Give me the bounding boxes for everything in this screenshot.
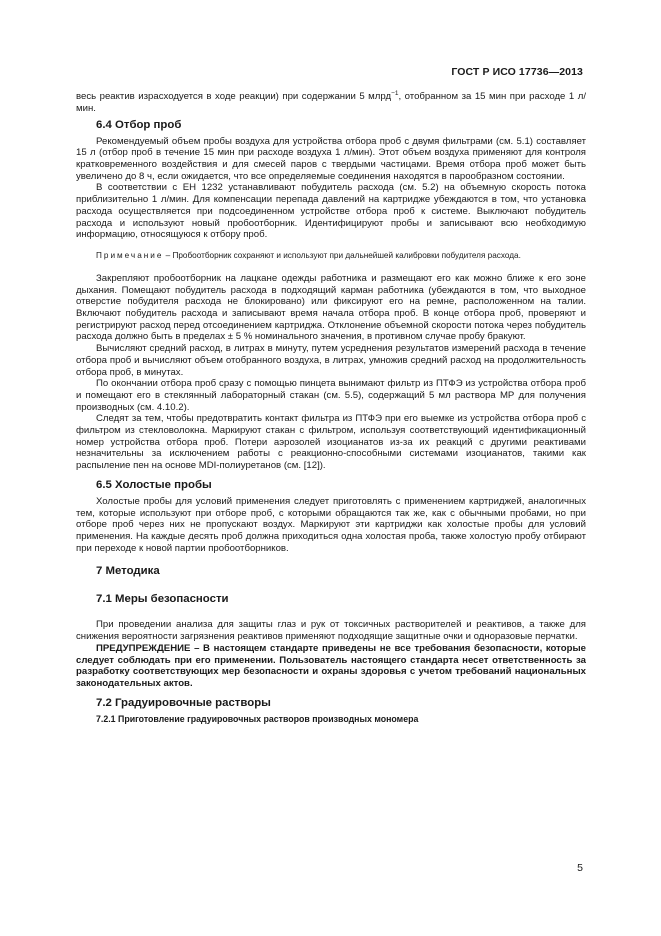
- page-content: [76, 88, 586, 725]
- s71-warning: ПРЕДУПРЕЖДЕНИЕ – В настоящем стандарте приведены не все требования безопасности, которые следует соблюдать при его применении. Пользователь настоящего стандарта несет ответственность за разработку соответствующих мер безопасности и охраны здоровья с учетом требований национальных законодательных актов.: [76, 642, 586, 689]
- s65-paragraph-1: Холостые пробы для условий применения следует приготовлять с применением картриджей, аналогичных тем, которые используют при отборе проб, с которыми обращаются так же, как с обычными пробами, но при отборе проб через них не пропускают воздух. Маркируют эти картриджи как холостые пробы для условий применения. На каждые десять проб должна приходиться одна холостая проба, также холостую пробу отбирают при переходе к новой партии пробоотборников.: [76, 495, 586, 554]
- section-7-2-title: 7.2 Градуировочные растворы: [96, 696, 271, 709]
- s64-paragraph-5: По окончании отбора проб сразу с помощью пинцета вынимают фильтр из ПТФЭ из устройства отбора проб и помещают его в стеклянный лабораторный стакан (см. 5.5), содержащий 5 мл раствора МР для получения производных (см. 4.10.2).: [76, 378, 586, 413]
- section-7-title: 7 Методика: [96, 565, 160, 578]
- section-6-5-title: 6.5 Холостые пробы: [96, 478, 212, 491]
- page-number: 5: [577, 862, 583, 874]
- s64-paragraph-4: Вычисляют средний расход, в литрах в минуту, путем усреднения результатов измерений расхода в течение отбора проб и вычисляют объем отобранного воздуха, в литрах, умножив средний расход на продолжительность отбора проб, в минутах.: [76, 343, 586, 378]
- s64-note: [76, 250, 586, 261]
- intro-text-b: , отобранном за 15 мин при расходе 1 л/мин.: [76, 91, 586, 114]
- intro-text-a: весь реактив израсходуется в ходе реакции) при содержании 5 млрд: [76, 91, 392, 103]
- section-7-2-1-title: 7.2.1 Приготовление градуировочных растворов производных мономера: [96, 713, 419, 724]
- section-6-4-title: 6.4 Отбор проб: [96, 118, 182, 131]
- s64-paragraph-1: Рекомендуемый объем пробы воздуха для устройства отбора проб с двумя фильтрами (см. 5.1) составляет 15 л (отбор проб в течение 15 мин при расходе воздуха 1 л/мин). Этот объем воздуха применяют для контроля кратковременного воздействия и для смесей паров с твердыми частицами. Время отбора проб может быть увеличено до 8 ч, если ожидается, что все определяемые соединения находятся в парообразном состоянии.: [76, 135, 586, 182]
- s64-paragraph-6: Следят за тем, чтобы предотвратить контакт фильтра из ПТФЭ при его выемке из устройства отбора проб с фильтром из стекловолокна. Маркируют стакан с фильтром, используя соответствующий идентификационный номер устройства отбора проб. Потери аэрозолей изоцианатов из-за их реакций с другими реактивами незначительны за исключением работы с реакционно-способными системами изоцианатов, такими как распыление пен на основе MDI-полиуретанов (см. [12]).: [76, 413, 586, 472]
- note-label: Примечание: [96, 250, 164, 260]
- note-text: – Пробоотборник сохраняют и используют при дальнейшей калибровки побудителя расхода.: [163, 250, 521, 260]
- page-header-standard: ГОСТ Р ИСО 17736—2013: [451, 66, 583, 78]
- s64-paragraph-2: В соответствии с ЕН 1232 устанавливают побудитель расхода (см. 5.2) на объемную скорость потока приблизительно 1 л/мин. Для компенсации перепада давлений на картридже убеждаются в том, что установка расхода осуществляется при подсоединенном устройстве отбора проб к системе. Выключают побудитель расхода и используют новый пробоотборник. Идентифицируют пробы и записывают всю необходимую информацию, относящуюся к отбору проб.: [76, 182, 586, 241]
- intro-superscript: −1: [391, 90, 399, 97]
- section-7-1-title: 7.1 Меры безопасности: [96, 593, 229, 606]
- s64-paragraph-3: Закрепляют пробоотборник на лацкане одежды работника и размещают его как можно ближе к его зоне дыхания. Помещают побудитель расхода в подходящий карман работника (убеждаются в том, что выходное отверстие побудителя расхода не блокировано) или фиксируют его на ремне, расположенном на талии. Включают побудитель расхода и записывают время начала отбора проб. В конце отбора проб, проверяют и регистрируют расход перед отсоединением картриджа. Отклонение объемной скорости потока через побудитель расхода должно быть в пределах ± 5 % номинального значения, в противном случае пробу бракуют.: [76, 272, 586, 343]
- s71-paragraph-1: При проведении анализа для защиты глаз и рук от токсичных растворителей и реактивов, а также для снижения вероятности загрязнения реактивов применяют подходящие защитные очки и одноразовые перчатки.: [76, 619, 586, 643]
- intro-paragraph: [76, 88, 586, 115]
